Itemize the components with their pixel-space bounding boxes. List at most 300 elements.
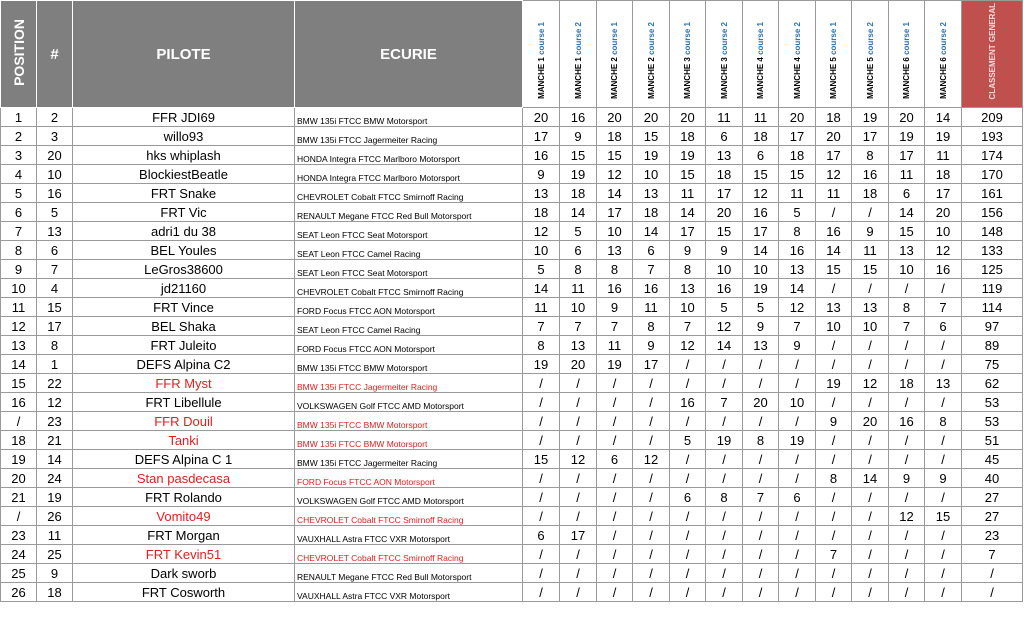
score-cell: /	[852, 450, 889, 469]
score-cell: 18	[816, 108, 852, 127]
score-cell: /	[706, 583, 743, 602]
score-cell: 11	[706, 108, 743, 127]
table-row	[1, 583, 1023, 602]
total-cell: 53	[962, 412, 1023, 431]
score-cell: 9	[597, 298, 633, 317]
score-cell: /	[597, 393, 633, 412]
score-cell: 14	[560, 203, 597, 222]
score-cell: /	[779, 355, 816, 374]
score-cell: 14	[816, 241, 852, 260]
score-cell: 12	[706, 317, 743, 336]
score-cell: /	[706, 469, 743, 488]
score-cell: 17	[523, 127, 560, 146]
score-cell: /	[633, 583, 670, 602]
score-cell: 19	[816, 374, 852, 393]
team-cell: HONDA Integra FTCC Marlboro Motorsport	[295, 165, 523, 184]
position-cell: 25	[1, 564, 37, 583]
score-cell: /	[670, 583, 706, 602]
score-cell: 20	[889, 108, 925, 127]
score-cell: 15	[597, 146, 633, 165]
score-cell: 7	[597, 317, 633, 336]
total-cell: 148	[962, 222, 1023, 241]
score-cell: 13	[523, 184, 560, 203]
score-cell: /	[852, 526, 889, 545]
pilot-cell: FRT Juleito	[73, 336, 295, 355]
score-cell: /	[925, 526, 962, 545]
total-cell: 27	[962, 507, 1023, 526]
score-cell: 6	[743, 146, 779, 165]
score-cell: 14	[670, 203, 706, 222]
table-row	[1, 260, 1023, 279]
score-cell: 14	[743, 241, 779, 260]
pilot-cell: hks whiplash	[73, 146, 295, 165]
score-cell: /	[670, 526, 706, 545]
score-cell: 15	[925, 507, 962, 526]
score-cell: 10	[670, 298, 706, 317]
score-cell: /	[743, 545, 779, 564]
score-cell: 15	[523, 450, 560, 469]
score-cell: /	[523, 374, 560, 393]
score-cell: /	[889, 336, 925, 355]
score-cell: /	[779, 583, 816, 602]
table-row	[1, 488, 1023, 507]
score-cell: /	[779, 450, 816, 469]
score-cell: /	[633, 545, 670, 564]
table-row	[1, 336, 1023, 355]
total-cell: 161	[962, 184, 1023, 203]
score-cell: 20	[816, 127, 852, 146]
score-cell: 8	[523, 336, 560, 355]
number-cell: 21	[37, 431, 73, 450]
score-cell: 19	[852, 108, 889, 127]
score-cell: /	[779, 545, 816, 564]
score-cell: 16	[779, 241, 816, 260]
score-cell: 11	[633, 298, 670, 317]
score-cell: /	[560, 374, 597, 393]
score-cell: 6	[523, 526, 560, 545]
score-cell: 11	[816, 184, 852, 203]
position-cell: 6	[1, 203, 37, 222]
score-cell: /	[633, 412, 670, 431]
total-header: CLASSEMENT GENERAL	[962, 1, 1023, 108]
score-cell: 8	[706, 488, 743, 507]
score-cell: /	[925, 393, 962, 412]
total-cell: 97	[962, 317, 1023, 336]
score-cell: /	[597, 526, 633, 545]
score-cell: 8	[852, 146, 889, 165]
score-cell: 8	[597, 260, 633, 279]
score-cell: /	[670, 374, 706, 393]
score-cell: /	[889, 279, 925, 298]
score-cell: /	[523, 431, 560, 450]
position-cell: 26	[1, 583, 37, 602]
pilot-cell: jd21160	[73, 279, 295, 298]
score-cell: 7	[779, 317, 816, 336]
score-cell: /	[743, 583, 779, 602]
score-cell: /	[816, 564, 852, 583]
score-cell: 17	[925, 184, 962, 203]
total-cell: 89	[962, 336, 1023, 355]
score-cell: 12	[743, 184, 779, 203]
score-cell: 18	[779, 146, 816, 165]
score-cell: /	[560, 507, 597, 526]
score-cell: /	[523, 545, 560, 564]
race-header: MANCHE 2 course 1	[597, 1, 633, 108]
team-cell: FORD Focus FTCC AON Motorsport	[295, 469, 523, 488]
team-cell: BMW 135i FTCC BMW Motorsport	[295, 431, 523, 450]
score-cell: 13	[633, 184, 670, 203]
score-cell: 13	[743, 336, 779, 355]
table-row	[1, 222, 1023, 241]
total-cell: 114	[962, 298, 1023, 317]
score-cell: 6	[670, 488, 706, 507]
number-cell: 12	[37, 393, 73, 412]
pilot-cell: adri1 du 38	[73, 222, 295, 241]
pilot-cell: FFR Douil	[73, 412, 295, 431]
score-cell: 9	[852, 222, 889, 241]
table-row	[1, 317, 1023, 336]
score-cell: 15	[633, 127, 670, 146]
score-cell: /	[633, 564, 670, 583]
score-cell: 18	[925, 165, 962, 184]
score-cell: 18	[670, 127, 706, 146]
score-cell: 9	[706, 241, 743, 260]
pilot-cell: FRT Morgan	[73, 526, 295, 545]
team-cell: CHEVROLET Cobalt FTCC Smirnoff Racing	[295, 507, 523, 526]
score-cell: 7	[925, 298, 962, 317]
position-cell: 19	[1, 450, 37, 469]
score-cell: /	[560, 393, 597, 412]
score-cell: 9	[670, 241, 706, 260]
total-cell: /	[962, 564, 1023, 583]
number-cell: 19	[37, 488, 73, 507]
total-cell: /	[962, 583, 1023, 602]
pilot-cell: Dark sworb	[73, 564, 295, 583]
score-cell: /	[523, 412, 560, 431]
score-cell: 13	[925, 374, 962, 393]
table-row	[1, 412, 1023, 431]
score-cell: 19	[706, 431, 743, 450]
score-cell: /	[706, 545, 743, 564]
pilot-cell: FRT Cosworth	[73, 583, 295, 602]
score-cell: /	[670, 450, 706, 469]
score-cell: /	[706, 374, 743, 393]
number-cell: 15	[37, 298, 73, 317]
score-cell: 13	[597, 241, 633, 260]
number-cell: 3	[37, 127, 73, 146]
score-cell: /	[597, 431, 633, 450]
team-cell: CHEVROLET Cobalt FTCC Smirnoff Racing	[295, 545, 523, 564]
score-cell: /	[816, 507, 852, 526]
table-row	[1, 507, 1023, 526]
total-cell: 45	[962, 450, 1023, 469]
score-cell: /	[889, 564, 925, 583]
score-cell: 20	[597, 108, 633, 127]
number-cell: 1	[37, 355, 73, 374]
score-cell: 16	[597, 279, 633, 298]
position-cell: 18	[1, 431, 37, 450]
race-header: MANCHE 6 course 2	[925, 1, 962, 108]
table-row	[1, 203, 1023, 222]
position-cell: 16	[1, 393, 37, 412]
score-cell: 6	[633, 241, 670, 260]
score-cell: 10	[779, 393, 816, 412]
position-cell: 13	[1, 336, 37, 355]
score-cell: 10	[560, 298, 597, 317]
team-cell: BMW 135i FTCC Jagermeiter Racing	[295, 127, 523, 146]
table-row	[1, 450, 1023, 469]
header-row	[1, 1, 1023, 108]
pilot-cell: DEFS Alpina C 1	[73, 450, 295, 469]
score-cell: 20	[925, 203, 962, 222]
number-cell: 23	[37, 412, 73, 431]
score-cell: 17	[560, 526, 597, 545]
score-cell: /	[889, 450, 925, 469]
position-cell: 14	[1, 355, 37, 374]
pilot-cell: FRT Libellule	[73, 393, 295, 412]
score-cell: 7	[670, 317, 706, 336]
score-cell: 9	[925, 469, 962, 488]
score-cell: /	[779, 469, 816, 488]
score-cell: 13	[779, 260, 816, 279]
score-cell: /	[816, 355, 852, 374]
score-cell: /	[852, 545, 889, 564]
score-cell: 14	[779, 279, 816, 298]
score-cell: 13	[670, 279, 706, 298]
score-cell: 6	[925, 317, 962, 336]
score-cell: /	[925, 450, 962, 469]
score-cell: 17	[670, 222, 706, 241]
total-cell: 7	[962, 545, 1023, 564]
score-cell: 6	[779, 488, 816, 507]
score-cell: /	[816, 279, 852, 298]
score-cell: 11	[852, 241, 889, 260]
score-cell: /	[560, 469, 597, 488]
number-cell: 4	[37, 279, 73, 298]
table-row	[1, 469, 1023, 488]
score-cell: 19	[633, 146, 670, 165]
score-cell: 19	[523, 355, 560, 374]
race-header: MANCHE 1 course 2	[560, 1, 597, 108]
score-cell: 8	[670, 260, 706, 279]
score-cell: 11	[889, 165, 925, 184]
score-cell: 10	[816, 317, 852, 336]
score-cell: 11	[743, 108, 779, 127]
score-cell: 11	[560, 279, 597, 298]
score-cell: 11	[597, 336, 633, 355]
score-cell: /	[670, 507, 706, 526]
number-cell: 9	[37, 564, 73, 583]
pilot-cell: LeGros38600	[73, 260, 295, 279]
pilot-cell: FFR JDI69	[73, 108, 295, 127]
score-cell: 8	[816, 469, 852, 488]
position-cell: 24	[1, 545, 37, 564]
score-cell: 15	[852, 260, 889, 279]
score-cell: /	[597, 545, 633, 564]
race-header: MANCHE 1 course 1	[523, 1, 560, 108]
score-cell: /	[816, 488, 852, 507]
score-cell: /	[633, 526, 670, 545]
score-cell: /	[852, 393, 889, 412]
team-cell: VAUXHALL Astra FTCC VXR Motorsport	[295, 526, 523, 545]
total-cell: 170	[962, 165, 1023, 184]
position-cell: 3	[1, 146, 37, 165]
table-row	[1, 355, 1023, 374]
total-cell: 51	[962, 431, 1023, 450]
score-cell: /	[889, 355, 925, 374]
score-cell: 16	[925, 260, 962, 279]
score-cell: /	[889, 583, 925, 602]
score-cell: /	[560, 564, 597, 583]
position-cell: 20	[1, 469, 37, 488]
score-cell: 7	[633, 260, 670, 279]
score-cell: /	[633, 374, 670, 393]
score-cell: /	[852, 336, 889, 355]
score-cell: 8	[779, 222, 816, 241]
score-cell: 19	[779, 431, 816, 450]
position-cell: 1	[1, 108, 37, 127]
number-cell: 13	[37, 222, 73, 241]
score-cell: /	[597, 583, 633, 602]
position-cell: 12	[1, 317, 37, 336]
position-cell: 15	[1, 374, 37, 393]
score-cell: /	[925, 583, 962, 602]
total-cell: 209	[962, 108, 1023, 127]
score-cell: 16	[560, 108, 597, 127]
number-cell: 17	[37, 317, 73, 336]
score-cell: /	[743, 374, 779, 393]
score-cell: /	[670, 564, 706, 583]
team-header: ECURIE	[295, 1, 523, 108]
score-cell: 7	[816, 545, 852, 564]
score-cell: /	[816, 393, 852, 412]
score-cell: 18	[706, 165, 743, 184]
score-cell: /	[706, 412, 743, 431]
pilot-cell: BEL Shaka	[73, 317, 295, 336]
score-cell: /	[816, 526, 852, 545]
score-cell: 9	[633, 336, 670, 355]
number-header: #	[37, 1, 73, 108]
table-row	[1, 545, 1023, 564]
total-cell: 156	[962, 203, 1023, 222]
total-cell: 27	[962, 488, 1023, 507]
score-cell: /	[925, 545, 962, 564]
table-row	[1, 165, 1023, 184]
score-cell: 14	[889, 203, 925, 222]
score-cell: 10	[743, 260, 779, 279]
score-cell: 7	[523, 317, 560, 336]
position-cell: 9	[1, 260, 37, 279]
pilot-cell: FRT Rolando	[73, 488, 295, 507]
score-cell: /	[597, 412, 633, 431]
total-cell: 62	[962, 374, 1023, 393]
score-cell: /	[523, 564, 560, 583]
score-cell: 12	[633, 450, 670, 469]
position-cell: 23	[1, 526, 37, 545]
score-cell: /	[852, 431, 889, 450]
score-cell: 9	[816, 412, 852, 431]
score-cell: /	[779, 564, 816, 583]
number-cell: 11	[37, 526, 73, 545]
score-cell: /	[633, 507, 670, 526]
score-cell: /	[523, 583, 560, 602]
team-cell: HONDA Integra FTCC Marlboro Motorsport	[295, 146, 523, 165]
score-cell: 10	[633, 165, 670, 184]
total-cell: 174	[962, 146, 1023, 165]
score-cell: /	[597, 374, 633, 393]
table-row	[1, 241, 1023, 260]
race-header: MANCHE 5 course 2	[852, 1, 889, 108]
score-cell: 13	[706, 146, 743, 165]
race-header: MANCHE 6 course 1	[889, 1, 925, 108]
score-cell: 9	[779, 336, 816, 355]
team-cell: SEAT Leon FTCC Seat Motorsport	[295, 222, 523, 241]
score-cell: 13	[852, 298, 889, 317]
score-cell: 8	[560, 260, 597, 279]
team-cell: BMW 135i FTCC BMW Motorsport	[295, 412, 523, 431]
score-cell: 11	[670, 184, 706, 203]
pilot-cell: FRT Vic	[73, 203, 295, 222]
score-cell: 7	[706, 393, 743, 412]
score-cell: 19	[597, 355, 633, 374]
score-cell: /	[706, 526, 743, 545]
table-row	[1, 393, 1023, 412]
table-row	[1, 431, 1023, 450]
team-cell: RENAULT Megane FTCC Red Bull Motorsport	[295, 564, 523, 583]
score-cell: 14	[597, 184, 633, 203]
score-cell: 18	[743, 127, 779, 146]
score-cell: /	[706, 507, 743, 526]
score-cell: 12	[597, 165, 633, 184]
score-cell: 20	[779, 108, 816, 127]
score-cell: /	[597, 507, 633, 526]
pilot-cell: FRT Kevin51	[73, 545, 295, 564]
score-cell: 8	[925, 412, 962, 431]
score-cell: /	[670, 412, 706, 431]
number-cell: 18	[37, 583, 73, 602]
score-cell: 9	[743, 317, 779, 336]
score-cell: 12	[670, 336, 706, 355]
score-cell: 12	[560, 450, 597, 469]
score-cell: /	[597, 564, 633, 583]
position-cell: 7	[1, 222, 37, 241]
score-cell: 15	[670, 165, 706, 184]
score-cell: 20	[633, 108, 670, 127]
score-cell: 16	[852, 165, 889, 184]
score-cell: 5	[560, 222, 597, 241]
number-cell: 10	[37, 165, 73, 184]
number-cell: 6	[37, 241, 73, 260]
pilot-cell: Stan pasdecasa	[73, 469, 295, 488]
position-cell: 8	[1, 241, 37, 260]
score-cell: 11	[523, 298, 560, 317]
score-cell: 7	[560, 317, 597, 336]
standings-body	[1, 108, 1023, 602]
number-cell: 20	[37, 146, 73, 165]
number-cell: 14	[37, 450, 73, 469]
score-cell: 18	[523, 203, 560, 222]
table-row	[1, 184, 1023, 203]
score-cell: /	[852, 507, 889, 526]
team-cell: VOLKSWAGEN Golf FTCC AMD Motorsport	[295, 488, 523, 507]
score-cell: 15	[779, 165, 816, 184]
score-cell: /	[925, 355, 962, 374]
score-cell: /	[706, 450, 743, 469]
pilot-cell: BEL Youles	[73, 241, 295, 260]
score-cell: 18	[560, 184, 597, 203]
score-cell: /	[523, 507, 560, 526]
score-cell: /	[670, 355, 706, 374]
